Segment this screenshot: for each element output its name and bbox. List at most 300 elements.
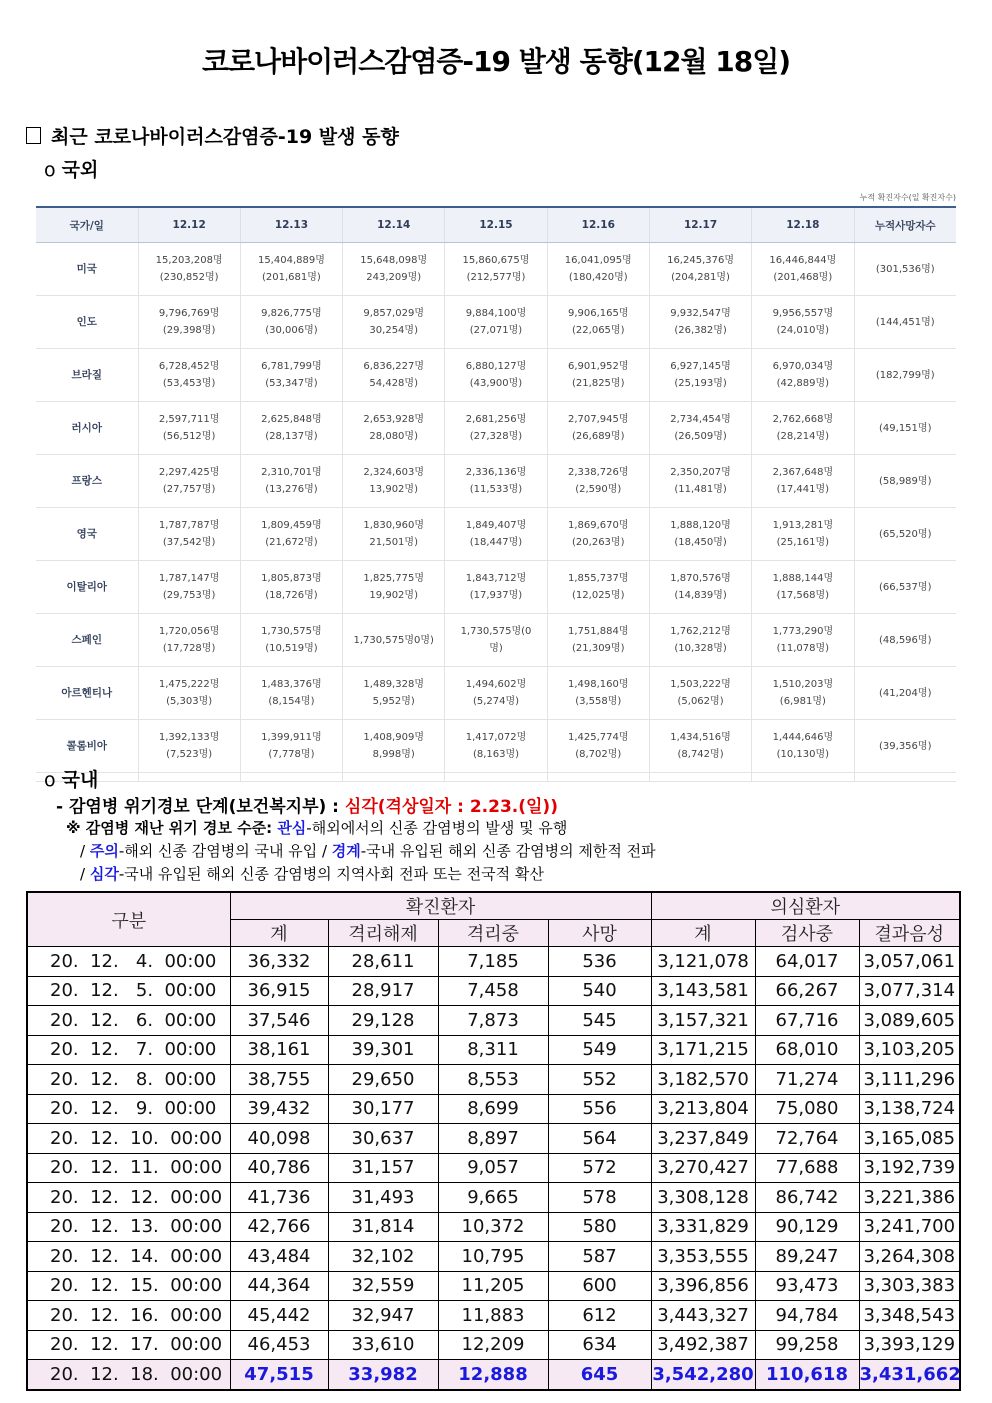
daily-cases: (212,577명) [466,272,526,283]
value-cell: 3,396,856 [651,1271,755,1301]
intl-cell [240,720,342,773]
intl-cell [649,296,751,349]
value-cell: 30,637 [328,1124,438,1154]
value-cell: 31,814 [328,1212,438,1242]
value-cell: 3,492,387 [651,1330,755,1360]
empty-cell [649,773,751,782]
domestic-row [27,1124,960,1154]
daily-cases: (11,481명) [674,484,727,495]
daily-cases: (56,512명) [162,431,216,442]
value-cell: 3,443,327 [651,1301,755,1331]
value-cell: 3,237,849 [651,1124,755,1154]
domestic-subheader: 사망 [548,920,651,947]
value-cell: 47,515 [230,1360,328,1390]
daily-cases: (10,328명) [674,643,727,654]
cumulative-cases: 2,324,603명 [363,467,424,478]
value-cell: 36,915 [230,976,328,1006]
intl-cell [240,561,342,614]
daily-cases: (11,078명) [776,643,830,654]
cumulative-cases: 9,956,557명 [772,308,834,319]
intl-cell [445,561,547,614]
value-cell: 29,128 [328,1006,438,1036]
value-cell: 86,742 [755,1183,859,1213]
cumulative-cases: 9,884,100명 [465,308,527,319]
date-cell: 20. 12. 6. 00:00 [27,1006,230,1036]
cumulative-cases: 6,901,952명 [567,361,629,372]
intl-cell [343,561,445,614]
value-cell: 72,764 [755,1124,859,1154]
subsection-label: 국내 [61,769,99,791]
separator: / [80,865,90,883]
cumulative-deaths: (144,451명) [854,296,956,349]
value-cell: 66,267 [755,976,859,1006]
daily-cases: (6,981명) [779,696,826,707]
cumulative-deaths: (301,536명) [854,243,956,296]
country-name: 영국 [36,508,138,561]
page-title: 코로나바이러스감염증-19 발생 동향(12월 18일) [201,45,791,78]
daily-cases: 54,428명) [369,378,418,389]
value-cell: 540 [548,976,651,1006]
cumulative-cases: 9,826,775명 [261,308,322,319]
daily-cases: 19,902명) [369,590,418,601]
intl-cell [547,561,649,614]
value-cell: 549 [548,1035,651,1065]
value-cell: 600 [548,1271,651,1301]
intl-cell [445,455,547,508]
intl-cell [240,243,342,296]
level-name-2: 주의 [89,842,119,860]
daily-cases: (26,509명) [674,431,727,442]
value-cell: 3,348,543 [859,1301,960,1331]
value-cell: 3,165,085 [859,1124,960,1154]
value-cell: 3,171,215 [651,1035,755,1065]
intl-header-cell: 누적사망자수 [854,207,956,243]
daily-cases: (12,025명) [572,590,625,601]
intl-cell [752,508,854,561]
cumulative-cases: 16,041,095명 [564,255,632,266]
date-cell: 20. 12. 18. 00:00 [27,1360,230,1390]
daily-cases: (21,309명) [572,643,625,654]
intl-row [36,667,956,720]
value-cell: 3,077,314 [859,976,960,1006]
domestic-row [27,1065,960,1095]
daily-cases: (10,519명) [265,643,318,654]
value-cell: 9,665 [438,1183,548,1213]
cumulative-deaths: (65,520명) [854,508,956,561]
cumulative-cases: 16,446,844명 [769,255,837,266]
cumulative-cases: 6,836,227명 [363,361,424,372]
intl-cell [547,243,649,296]
cumulative-cases: 2,625,848명 [261,414,322,425]
intl-cell [547,296,649,349]
cumulative-cases: 1,494,602명 [465,679,527,690]
daily-cases: (18,447명) [469,537,523,548]
intl-cell [752,349,854,402]
cumulative-cases: 6,970,034명 [772,361,834,372]
empty-cell [854,773,956,782]
cumulative-cases: 1,730,575명 [261,626,322,637]
confirmed-group-header: 확진환자 [230,892,651,920]
daily-cases: (53,453명) [162,378,216,389]
cumulative-cases: 2,297,425명 [158,467,220,478]
cumulative-deaths: (41,204명) [854,667,956,720]
circle-bullet-icon: ο [44,159,56,181]
value-cell: 564 [548,1124,651,1154]
date-cell: 20. 12. 16. 00:00 [27,1301,230,1331]
daily-cases: (28,214명) [776,431,830,442]
level-name-3: 경계 [331,842,361,860]
cumulative-deaths: (39,356명) [854,720,956,773]
value-cell: 42,766 [230,1212,328,1242]
intl-cell [240,296,342,349]
domestic-header-row-1 [27,892,960,920]
intl-header-cell: 12.14 [343,207,445,243]
cumulative-cases: 6,781,799명 [261,361,322,372]
cumulative-cases: 1,849,407명 [465,520,527,531]
intl-cell [649,402,751,455]
intl-cell [547,614,649,667]
cumulative-cases: 15,860,675명 [462,255,530,266]
value-cell: 3,264,308 [859,1242,960,1272]
value-cell: 3,270,427 [651,1153,755,1183]
daily-cases: (180,420명) [568,272,628,283]
intl-cell [649,349,751,402]
cumulative-cases: 1,843,712명 [465,573,527,584]
value-cell: 536 [548,947,651,977]
value-cell: 11,205 [438,1271,548,1301]
value-cell: 67,716 [755,1006,859,1036]
domestic-row [27,1301,960,1331]
intl-cell [649,455,751,508]
domestic-row [27,947,960,977]
value-cell: 3,241,700 [859,1212,960,1242]
value-cell: 93,473 [755,1271,859,1301]
value-cell: 8,897 [438,1124,548,1154]
cumulative-deaths: (58,989명) [854,455,956,508]
value-cell: 10,795 [438,1242,548,1272]
intl-cell [138,720,240,773]
intl-cell [649,508,751,561]
country-name: 이탈리아 [36,561,138,614]
value-cell: 8,699 [438,1094,548,1124]
value-cell: 37,546 [230,1006,328,1036]
intl-cell [343,455,445,508]
empty-cell [752,773,854,782]
intl-cell [445,720,547,773]
value-cell: 3,138,724 [859,1094,960,1124]
value-cell: 12,209 [438,1330,548,1360]
cumulative-cases: 1,913,281명 [772,520,834,531]
value-cell: 8,311 [438,1035,548,1065]
daily-cases: (17,441명) [776,484,830,495]
cumulative-cases: 15,404,889명 [257,255,325,266]
cumulative-cases: 2,350,207명 [670,467,731,478]
domestic-row [27,1212,960,1242]
country-name: 프랑스 [36,455,138,508]
intl-cell [649,243,751,296]
cumulative-cases: 1,825,775명 [363,573,424,584]
value-cell: 68,010 [755,1035,859,1065]
daily-cases: (17,728명) [162,643,216,654]
cumulative-cases: 2,367,648명 [772,467,834,478]
empty-cell [547,773,649,782]
value-cell: 556 [548,1094,651,1124]
cumulative-cases: 15,203,208명 [155,255,223,266]
intl-cell [138,455,240,508]
cumulative-cases: 1,773,290명 [772,626,834,637]
cumulative-cases: 1,498,160명 [567,679,629,690]
value-cell: 33,610 [328,1330,438,1360]
intl-cell [138,402,240,455]
intl-cell [138,296,240,349]
intl-cell [240,508,342,561]
daily-cases: (26,689명) [572,431,625,442]
cumulative-cases: 15,648,098명 [360,255,428,266]
value-cell: 634 [548,1330,651,1360]
country-name: 스페인 [36,614,138,667]
date-cell: 20. 12. 11. 00:00 [27,1153,230,1183]
cumulative-cases: 9,932,547명 [670,308,731,319]
daily-cases: (26,382명) [674,325,727,336]
value-cell: 99,258 [755,1330,859,1360]
daily-cases: (21,825명) [572,378,625,389]
section-heading-text: 최근 코로나바이러스감염증-19 발생 동향 [51,126,399,148]
cumulative-cases: 2,762,668명 [772,414,834,425]
empty-cell [240,773,342,782]
value-cell: 40,786 [230,1153,328,1183]
value-cell: 3,111,296 [859,1065,960,1095]
value-cell: 30,177 [328,1094,438,1124]
intl-cell [752,243,854,296]
domestic-row [27,1094,960,1124]
daily-cases: 5,952명) [372,696,415,707]
alert-levels-line-2 [80,840,656,861]
value-cell: 9,057 [438,1153,548,1183]
intl-cell [138,508,240,561]
value-cell: 89,247 [755,1242,859,1272]
subsection-domestic [44,765,98,792]
value-cell: 40,098 [230,1124,328,1154]
alert-level-line [56,792,558,817]
value-cell: 3,089,605 [859,1006,960,1036]
cumulative-cases: 1,870,576명 [670,573,731,584]
value-cell: 3,331,829 [651,1212,755,1242]
daily-cases: (11,533명) [469,484,523,495]
cumulative-cases: 1,809,459명 [261,520,322,531]
daily-cases: 28,080명) [369,431,418,442]
cumulative-cases: 2,338,726명 [567,467,629,478]
levels-intro: ※ 감염병 재난 위기 경보 수준: [66,819,278,837]
value-cell: 3,221,386 [859,1183,960,1213]
intl-cell [752,614,854,667]
suspected-group-header: 의심환자 [651,892,960,920]
value-cell: 71,274 [755,1065,859,1095]
value-cell: 645 [548,1360,651,1390]
intl-header-cell: 12.16 [547,207,649,243]
intl-cell [445,508,547,561]
cumulative-cases: 1,751,884명 [567,626,629,637]
intl-row [36,720,956,773]
daily-cases: (7,778명) [268,749,315,760]
country-name: 러시아 [36,402,138,455]
daily-cases: (3,558명) [575,696,622,707]
intl-cell [240,402,342,455]
intl-cell [445,614,547,667]
intl-row [36,455,956,508]
cumulative-cases: 1,787,147명 [158,573,220,584]
value-cell: 75,080 [755,1094,859,1124]
daily-cases: 명) [489,643,503,654]
cumulative-deaths: (182,799명) [854,349,956,402]
value-cell: 10,372 [438,1212,548,1242]
date-cell: 20. 12. 10. 00:00 [27,1124,230,1154]
daily-cases: (24,010명) [776,325,830,336]
intl-cell [649,614,751,667]
unit-note: 누적 확진자수(일 확진자수) [859,193,956,202]
cumulative-cases: 1,425,774명 [567,732,629,743]
intl-row [36,243,956,296]
intl-cut-row [36,773,956,782]
intl-cell [240,667,342,720]
daily-cases: (5,274명) [472,696,520,707]
domestic-subheader: 계 [651,920,755,947]
value-cell: 31,157 [328,1153,438,1183]
value-cell: 3,303,383 [859,1271,960,1301]
date-cell: 20. 12. 12. 00:00 [27,1183,230,1213]
intl-header-cell: 12.18 [752,207,854,243]
cumulative-cases: 1,730,575명0명) [353,634,434,646]
domestic-subheader: 결과음성 [859,920,960,947]
daily-cases: (10,130명) [776,749,830,760]
date-cell: 20. 12. 17. 00:00 [27,1330,230,1360]
daily-cases: (28,137명) [265,431,318,442]
intl-header-cell: 12.12 [138,207,240,243]
domestic-row [27,1183,960,1213]
intl-header-cell: 12.17 [649,207,751,243]
daily-cases: (37,542명) [162,537,216,548]
section-heading [26,122,399,149]
value-cell: 3,121,078 [651,947,755,977]
intl-cell [445,243,547,296]
intl-cell [240,614,342,667]
intl-cell [343,508,445,561]
level-desc-3: -국내 유입된 해외 신종 감염병의 제한적 전파 [360,842,656,860]
cumulative-cases: 6,927,145명 [670,361,731,372]
intl-cell [138,561,240,614]
country-name: 브라질 [36,349,138,402]
value-cell: 29,650 [328,1065,438,1095]
cumulative-cases: 1,720,056명 [158,626,220,637]
daily-cases: (5,303명) [166,696,213,707]
value-cell: 45,442 [230,1301,328,1331]
value-cell: 32,102 [328,1242,438,1272]
domestic-subheader: 격리중 [438,920,548,947]
daily-cases: 30,254명) [369,325,418,336]
domestic-row [27,1006,960,1036]
cumulative-cases: 1,730,575명(0 [460,626,532,637]
value-cell: 7,458 [438,976,548,1006]
cumulative-cases: 6,728,452명 [158,361,220,372]
value-cell: 77,688 [755,1153,859,1183]
intl-cell [445,349,547,402]
value-cell: 46,453 [230,1330,328,1360]
cumulative-cases: 1,510,203명 [772,679,834,690]
domestic-row [27,1330,960,1360]
value-cell: 587 [548,1242,651,1272]
cumulative-cases: 1,869,670명 [567,520,629,531]
circle-bullet-icon: ο [44,769,56,791]
intl-cell [547,349,649,402]
cumulative-cases: 1,392,133명 [158,732,220,743]
cumulative-cases: 2,597,711명 [158,414,220,425]
intl-row [36,349,956,402]
daily-cases: (2,590명) [575,484,622,495]
cumulative-cases: 2,310,701명 [261,467,322,478]
level-desc-1: -해외에서의 신종 감염병의 발생 및 유행 [306,819,568,837]
cumulative-cases: 9,906,165명 [567,308,629,319]
intl-cell [445,667,547,720]
cumulative-cases: 1,475,222명 [158,679,220,690]
intl-cell [138,349,240,402]
cumulative-cases: 1,503,222명 [670,679,731,690]
value-cell: 3,353,555 [651,1242,755,1272]
daily-cases: (21,672명) [265,537,318,548]
daily-cases: (30,006명) [265,325,318,336]
date-cell: 20. 12. 9. 00:00 [27,1094,230,1124]
domestic-row [27,1271,960,1301]
value-cell: 3,308,128 [651,1183,755,1213]
intl-cell [138,614,240,667]
cumulative-cases: 2,707,945명 [567,414,629,425]
value-cell: 94,784 [755,1301,859,1331]
value-cell: 580 [548,1212,651,1242]
intl-cell [752,667,854,720]
cumulative-cases: 2,681,256명 [465,414,527,425]
value-cell: 3,192,739 [859,1153,960,1183]
daily-cases: (27,071명) [469,325,523,336]
intl-cell [343,614,445,667]
intl-cell [752,296,854,349]
date-cell: 20. 12. 4. 00:00 [27,947,230,977]
empty-cell [445,773,547,782]
daily-cases: (17,568명) [776,590,830,601]
cumulative-cases: 1,399,911명 [261,732,322,743]
intl-cell [547,720,649,773]
value-cell: 3,213,804 [651,1094,755,1124]
daily-cases: (27,757명) [162,484,216,495]
intl-row [36,508,956,561]
daily-cases: (8,702명) [575,749,622,760]
value-cell: 578 [548,1183,651,1213]
value-cell: 3,393,129 [859,1330,960,1360]
daily-cases: (25,193명) [674,378,727,389]
intl-cell [649,667,751,720]
intl-cell [343,402,445,455]
domestic-row [27,1153,960,1183]
daily-cases: (27,328명) [469,431,523,442]
cumulative-cases: 6,880,127명 [465,361,527,372]
level-desc-2: -해외 신종 감염병의 국내 유입 / [118,842,332,860]
cumulative-cases: 1,888,120명 [670,520,731,531]
value-cell: 36,332 [230,947,328,977]
daily-cases: 8,998명) [372,749,415,760]
date-cell: 20. 12. 5. 00:00 [27,976,230,1006]
value-cell: 38,755 [230,1065,328,1095]
daily-cases: (42,889명) [776,378,830,389]
cumulative-cases: 1,483,376명 [261,679,322,690]
cumulative-deaths: (66,537명) [854,561,956,614]
daily-cases: 13,902명) [369,484,418,495]
